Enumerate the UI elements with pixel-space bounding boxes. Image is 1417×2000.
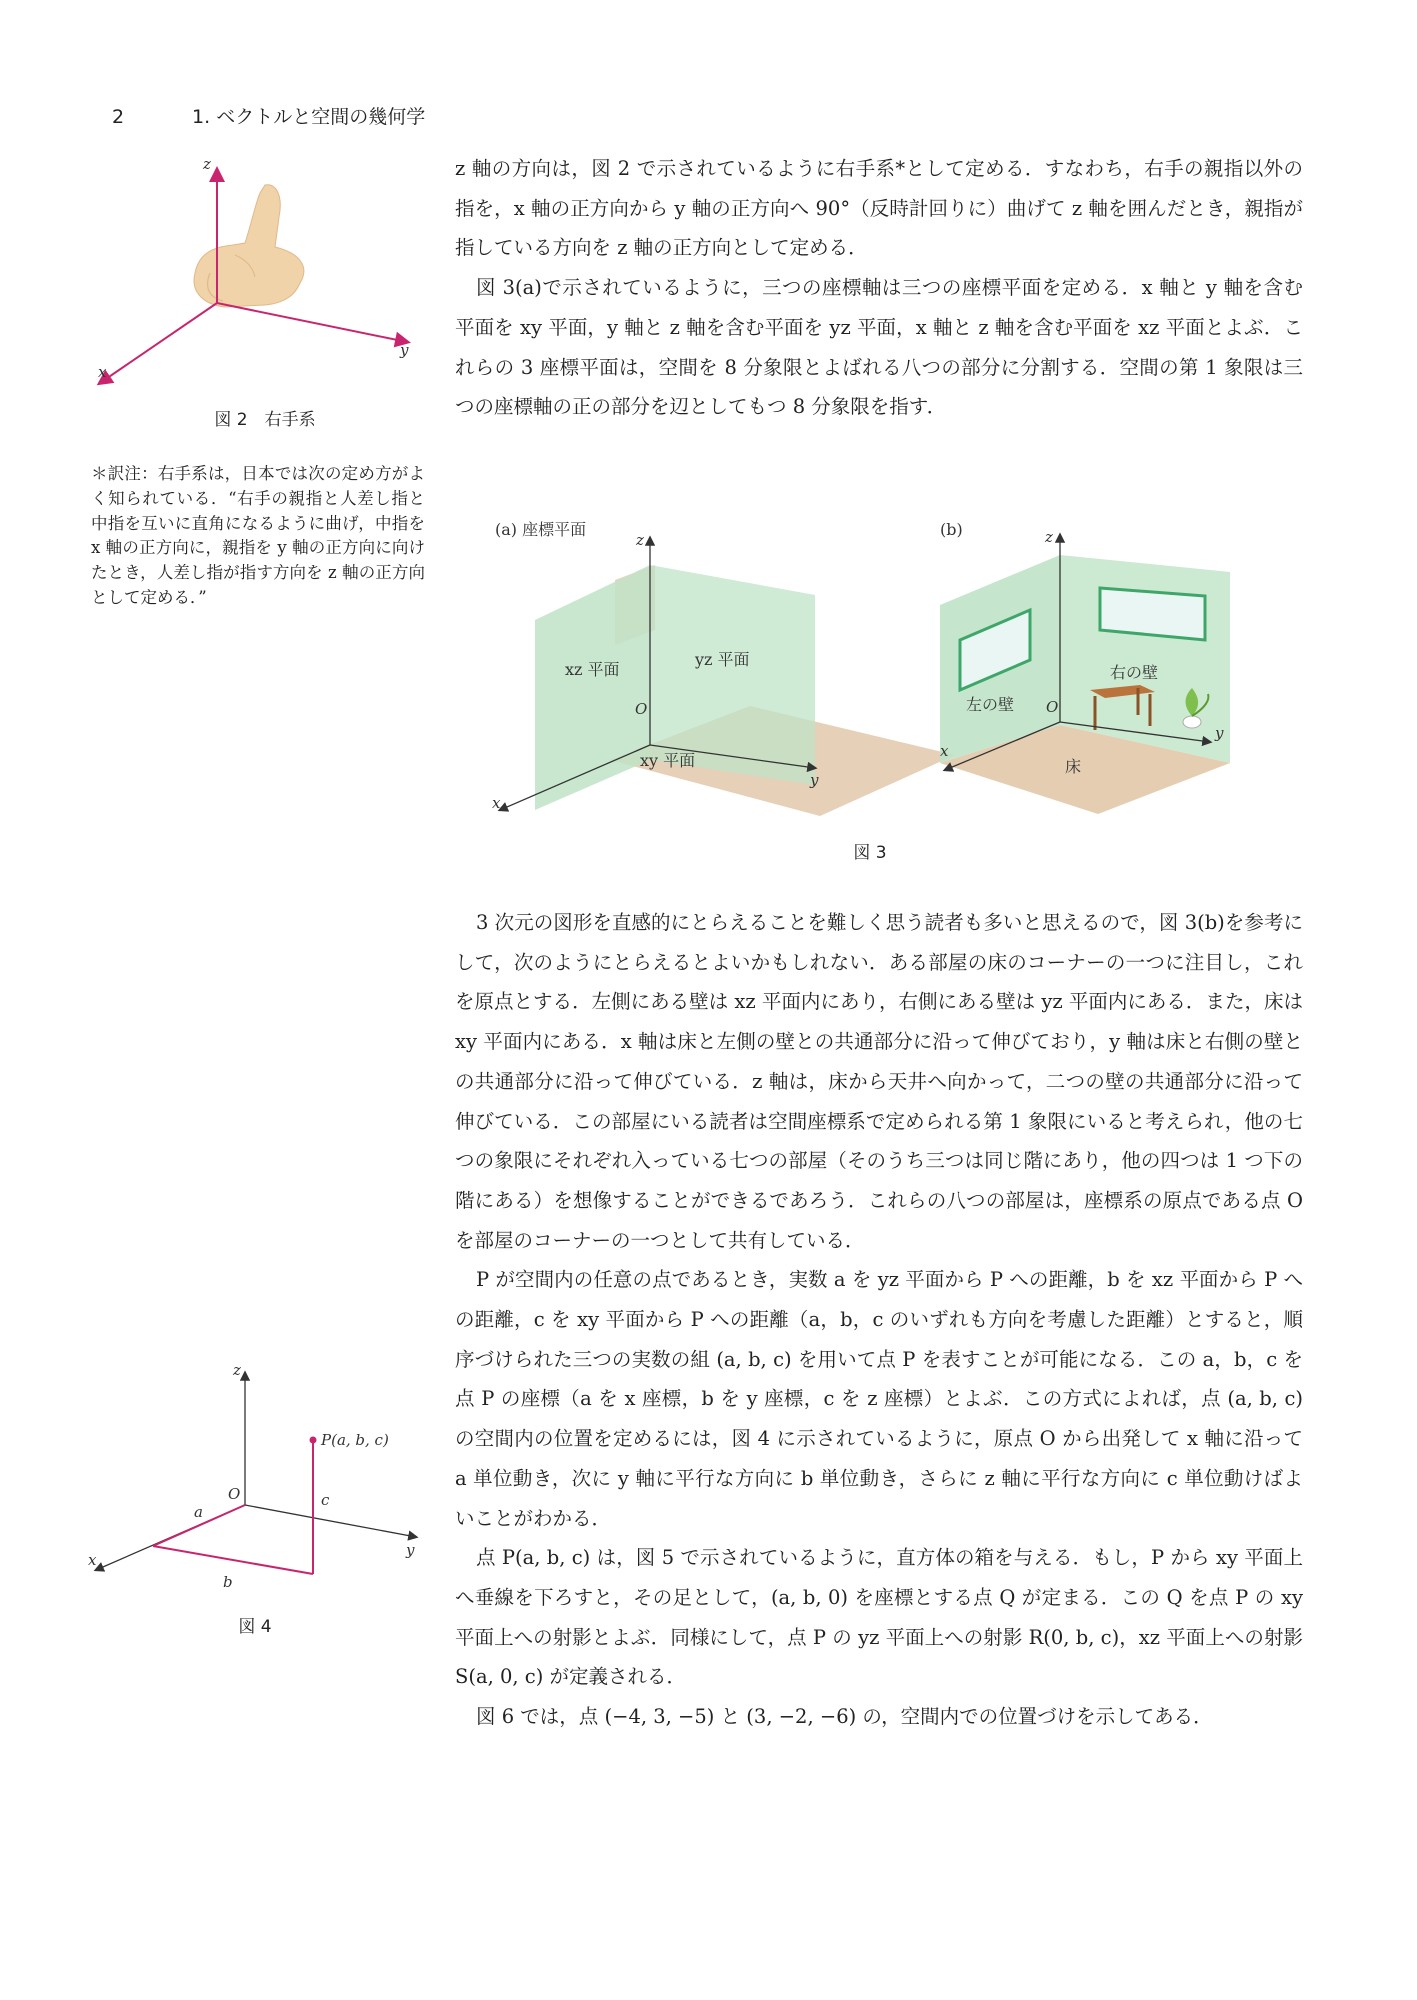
left-wall-label: 左の壁 <box>966 695 1015 714</box>
page-number: 2 <box>112 106 125 128</box>
figure-3-caption: 図 3 <box>853 843 887 863</box>
y-axis-label: y <box>406 1541 415 1559</box>
body-text-bottom <box>455 903 1303 1737</box>
origin-label: O <box>635 700 648 718</box>
coordinate-planes-figure <box>470 510 1310 840</box>
z-axis-label: z <box>636 531 644 549</box>
origin-label: O <box>1046 698 1059 716</box>
z-axis-label: z <box>233 1365 241 1379</box>
figure-4 <box>88 1365 428 1595</box>
right-wall-label: 右の壁 <box>1110 663 1159 682</box>
x-axis-label: x <box>98 363 107 381</box>
floor-label: 床 <box>1065 757 1082 776</box>
figure-3a-label: (a) 座標平面 <box>495 520 587 539</box>
point-p <box>310 1437 317 1444</box>
y-axis-label: y <box>810 771 819 789</box>
point-p-label: P(a, b, c) <box>321 1431 389 1449</box>
xy-plane-label: xy 平面 <box>640 751 696 770</box>
body-text-top <box>455 149 1303 427</box>
y-axis-label: y <box>1215 724 1224 742</box>
paragraph: z 軸の方向は，図 2 で示されているように右手系*として定める．すなわち，右手の親指以外の指を，x 軸の正方向から y 軸の正方向へ 90°（反時計回りに）曲げて z 軸を囲んだとき，親指が指している方向を z 軸の正方向として定める． <box>455 157 1303 260</box>
figure-2 <box>95 155 425 395</box>
x-axis-label: x <box>940 742 949 760</box>
c-label: c <box>321 1491 330 1509</box>
figure-3b-label: (b) <box>940 520 963 539</box>
x-axis-label: x <box>492 794 501 812</box>
b-label: b <box>223 1573 233 1591</box>
x-axis-label: x <box>88 1551 97 1569</box>
xz-plane <box>535 565 650 810</box>
yz-plane-label: yz 平面 <box>695 650 750 669</box>
x-axis <box>100 303 217 383</box>
figure-3a <box>492 531 955 816</box>
hand-shape <box>194 185 304 307</box>
translator-note: ＊訳注：右手系は，日本では次の定め方がよく知られている．“右手の親指と人差し指と中指を互いに直角になるように曲げ，中指を x 軸の正方向に，親指を y 軸の正方向に向けたとき，人差し指が指す方向を z 軸の正方向として定める．” <box>91 464 425 607</box>
right-window <box>1100 588 1205 640</box>
figure-3 <box>470 510 1310 840</box>
a-label: a <box>194 1503 203 1521</box>
paragraph: P が空間内の任意の点であるとき，実数 a を yz 平面から P への距離，b を xz 平面から P への距離，c を xy 平面から P への距離（a，b，c のいずれも方向を考慮した距離）とすると，順序づけられた三つの実数の組 (a, b, c) を用いて点 P を表すことが可能になる．この a，b，c を点 P の座標（a を x 座標，b を y 座標，c を z 座標）とよぶ．この方式によれば，点 (a, b, c) の空間内の位置を定めるには，図 4 に示されているように，原点 O から出発して x 軸に沿って a 単位動き，次に y 軸に平行な方向に b 単位動き，さらに z 軸に平行な方向に c 単位動けばよいことがわかる． <box>455 1268 1303 1530</box>
y-axis-label: y <box>400 341 409 359</box>
paragraph: 3 次元の図形を直感的にとらえることを難しく思う読者も多いと思えるので，図 3(b)を参考にして，次のようにとらえるとよいかもしれない．ある部屋の床のコーナーの一つに注目し，これを原点とする．左側にある壁は xz 平面内にあり，右側にある壁は yz 平面内にある．また，床は xy 平面内にある．x 軸は床と左側の壁との共通部分に沿って伸びており，y 軸は床と右側の壁との共通部分に沿って伸びている．z 軸は，床から天井へ向かって，二つの壁の共通部分に沿って伸びている．この部屋にいる読者は空間座標系で定められる第 1 象限にいると考えられ，他の七つの象限にそれぞれ入っている七つの部屋（そのうち三つは同じ階にあり，他の四つは 1 つ下の階にある）を想像することができるであろう．これらの八つの部屋は，座標系の原点である点 O を部屋のコーナーの一つとして共有している． <box>455 911 1303 1252</box>
figure-4-caption: 図 4 <box>238 1617 272 1637</box>
figure-3b <box>940 528 1230 814</box>
y-axis <box>217 303 407 342</box>
right-hand-illustration <box>95 155 425 395</box>
xz-plane-label: xz 平面 <box>565 660 620 679</box>
z-axis-label: z <box>1045 528 1053 546</box>
page-header <box>112 102 425 129</box>
origin-label: O <box>228 1485 241 1503</box>
z-axis-label: z <box>203 155 211 173</box>
paragraph: 図 3(a)で示されているように，三つの座標軸は三つの座標平面を定める．x 軸と y 軸を含む平面を xy 平面，y 軸と z 軸を含む平面を yz 平面，x 軸と z 軸を含む平面を xz 平面とよぶ．これらの 3 座標平面は，空間を 8 分象限とよばれる八つの部分に分割する．空間の第 1 象限は三つの座標軸の正の部分を辺としてもつ 8 分象限を指す． <box>455 276 1303 419</box>
figure-2-caption: 図 2 右手系 <box>214 410 316 430</box>
paragraph: 図 6 では，点 (−4, 3, −5) と (3, −2, −6) の，空間内での位置づけを示してある． <box>476 1705 1213 1729</box>
point-coordinates-figure <box>88 1365 428 1595</box>
paragraph: 点 P(a, b, c) は，図 5 で示されているように，直方体の箱を与える．もし，P から xy 平面上へ垂線を下ろすと，その足として，(a, b, 0) を座標とする点 Q が定まる．この Q を点 P の xy 平面上への射影とよぶ．同様にして，点 P の yz 平面上への射影 R(0, b, c)，xz 平面上への射影 S(a, 0, c) が定義される． <box>455 1546 1303 1689</box>
chapter-title: 1. ベクトルと空間の幾何学 <box>192 106 426 128</box>
